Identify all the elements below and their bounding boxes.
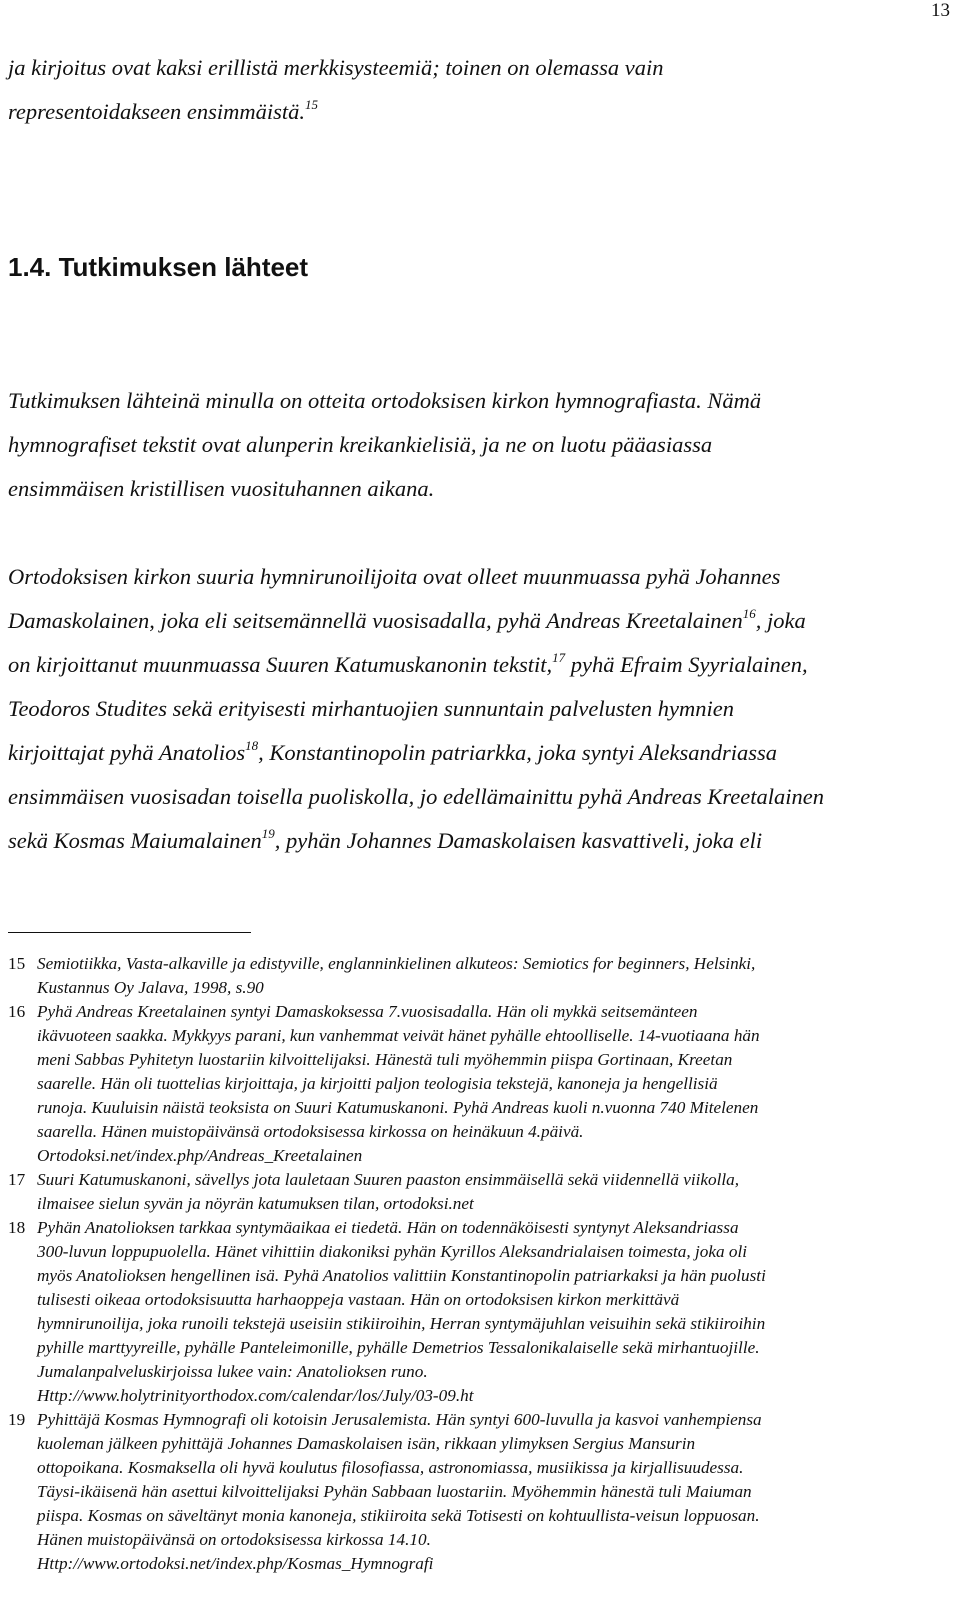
footnote-16 [8,1000,953,1168]
footnote-link[interactable]: Http://www.ortodoksi.net/index.php/Kosmas_Hymnografi [37,1554,434,1573]
footnote-ref-15[interactable]: 15 [305,97,319,112]
paragraph-line: ensimmäisen vuosisadan toisella puoliskolla, jo edellämainittu pyhä Andreas Kreetalainen [8,784,824,809]
paragraph-hymnographers [8,555,948,863]
footnote-text: Semiotiikka, Vasta-alkaville ja edistyville, englanninkielinen alkuteos: Semiotics for beginners, Helsinki, Kustannus Oy Jalava, 1998, s.90 [37,954,756,997]
footnote-number: 15 [8,954,26,973]
footnote-number: 17 [8,1170,26,1189]
section-heading: 1.4. Tutkimuksen lähteet [8,252,309,282]
paragraph-line: sekä Kosmas Maiumalainen$^{19}$, pyhän Johannes Damaskolaisen kasvattiveli, joka eli [8,826,763,853]
footnote-link[interactable]: Http://www.holytrinityorthodox.com/calendar/los/July/03-09.ht [37,1386,474,1405]
footnote-number: 18 [8,1218,26,1237]
paragraph-line: on kirjoittanut muunmuassa Suuren Katumuskanonin tekstit,$^{17}$ pyhä Efraim Syyrialainen, [8,650,808,677]
paragraph-line: kirjoittajat pyhä Anatolios$^{18}$, Konstantinopolin patriarkka, joka syntyi Aleksandriassa [8,738,778,765]
footnote-ref-19[interactable]: 19 [261,826,275,841]
footnotes [8,952,953,1576]
footnote-17 [8,1168,953,1216]
footnote-separator [8,932,251,933]
footnote-ref-17[interactable]: 17 [552,650,566,665]
footnote-text: Pyhä Andreas Kreetalainen syntyi Damaskoksessa 7.vuosisadalla. Hän oli mykkä seitsemänteen ikävuoteen saakka. Mykkyys parani, kun vanhemmat veivät hänet pyhälle ehtoolliselle. 14-vuotiaana hän meni Sabbas Pyhitetyn luostariin kilvoittelijaksi. Hänestä tuli myöhemmin piispa Gortinaan, Kreetan saarelle. Hän oli tuottelias kirjoittaja, ja kirjoitti paljon teologisia tekstejä, kanoneja ja hengellisiä runoja. Kuuluisin näistä teoksista on Suuri Katumuskanoni. Pyhä Andreas kuoli n.vuonna 740 Mitelenen saarella. Hänen muistopäivänsä ortodoksisessa kirkossa on heinäkuun 4.päivä. Ortodoksi.net/index.php/Andreas_Kreetalainen [37,1000,760,1168]
intro-paragraph [8,46,948,134]
footnote-text: Pyhittäjä Kosmas Hymnografi oli kotoisin Jerusalemista. Hän syntyi 600-luvulla ja kasvoi vanhempiensa kuoleman jälkeen pyhittäjä Johannes Damaskolaisen isän, rikkaan ylimyksen Sergius Mansurin ottopoikana. Kosmaksella oli hyvä koulutus filosofiassa, astronomiassa, musiikissa ja kirjallisuudessa. Täysi-ikäisenä hän asettui kilvoittelijaksi Pyhän Sabbaan luostariin. Myöhemmin hänestä tuli Maiuman piispa. Kosmas on säveltänyt monia kanoneja, stikiiroita sekä Totisesti on kohtuullista-veisun loppuosan. Hänen muistopäivänsä on ortodoksisessa kirkossa 14.10. Http://www.ortodoksi.net/index.php/Kosmas_Hymnografi [37,1408,762,1576]
paragraph-line: ensimmäisen kristillisen vuosituhannen aikana. [8,476,435,501]
footnote-text: Pyhän Anatolioksen tarkkaa syntymäaikaa ei tiedetä. Hän on todennäköisesti syntynyt Aleksandriassa 300-luvun loppupuolella. Hänet vihittiin diakoniksi pyhän Kyrillos Aleksandrialaisen toimesta, joka oli myös Anatolioksen hengellinen isä. Pyhä Anatolios valittiin Konstantinopolin patriarkaksi ja hän puolusti tulisesti oikeaa ortodoksisuutta harhaoppeja vastaan. Hän on ortodoksisen kirkon merkittävä hymnirunoilija, joka runoili tekstejä useisiin stikiiroihin, Herran syntymäjuhlan veisuihin sekä stikiiroihin pyhille marttyyreille, pyhälle Panteleimonille, pyhälle Demetrios Tessalonikalaiselle sekä mirhantuojille. Jumalanpalveluskirjoissa lukee vain: Anatolioksen runo. Http://www.holytrinityorthodox.com/calendar/los/July/03-09.ht [37,1216,766,1408]
footnote-link[interactable]: Ortodoksi.net/index.php/Andreas_Kreetalainen [37,1146,363,1165]
footnote-15 [8,952,953,1000]
paragraph-line: Teodoros Studites sekä erityisesti mirhantuojien sunnuntain palvelusten hymnien [8,696,734,721]
footnote-number: 19 [8,1410,26,1429]
paragraph-line: Ortodoksisen kirkon suuria hymnirunoilijoita ovat olleet muunmuassa pyhä Johannes [8,564,781,589]
paragraph-line: hymnografiset tekstit ovat alunperin kreikankielisiä, ja ne on luotu pääasiassa [8,432,713,457]
paragraph-sources [8,379,948,511]
intro-line: ja kirjoitus ovat kaksi erillistä merkkisysteemiä; toinen on olemassa vain [8,55,664,80]
page-number: 13 [931,0,950,21]
footnote-text: Suuri Katumuskanoni, sävellys jota lauletaan Suuren paaston ensimmäisellä sekä viidennellä viikolla, ilmaisee sielun syvän ja nöyrän katumuksen tilan, ortodoksi.net [37,1170,740,1213]
footnote-ref-18[interactable]: 18 [245,738,259,753]
footnote-18 [8,1216,953,1408]
intro-line: representoidakseen ensimmäistä.$^{15}$ [8,97,319,124]
paragraph-line: Tutkimuksen lähteinä minulla on otteita ortodoksisen kirkon hymnografiasta. Nämä [8,388,762,413]
paragraph-line: Damaskolainen, joka eli seitsemännellä vuosisadalla, pyhä Andreas Kreetalainen$^{16}$, joka [8,606,806,633]
footnote-19 [8,1408,953,1576]
footnote-ref-16[interactable]: 16 [742,606,756,621]
footnote-number: 16 [8,1002,26,1021]
